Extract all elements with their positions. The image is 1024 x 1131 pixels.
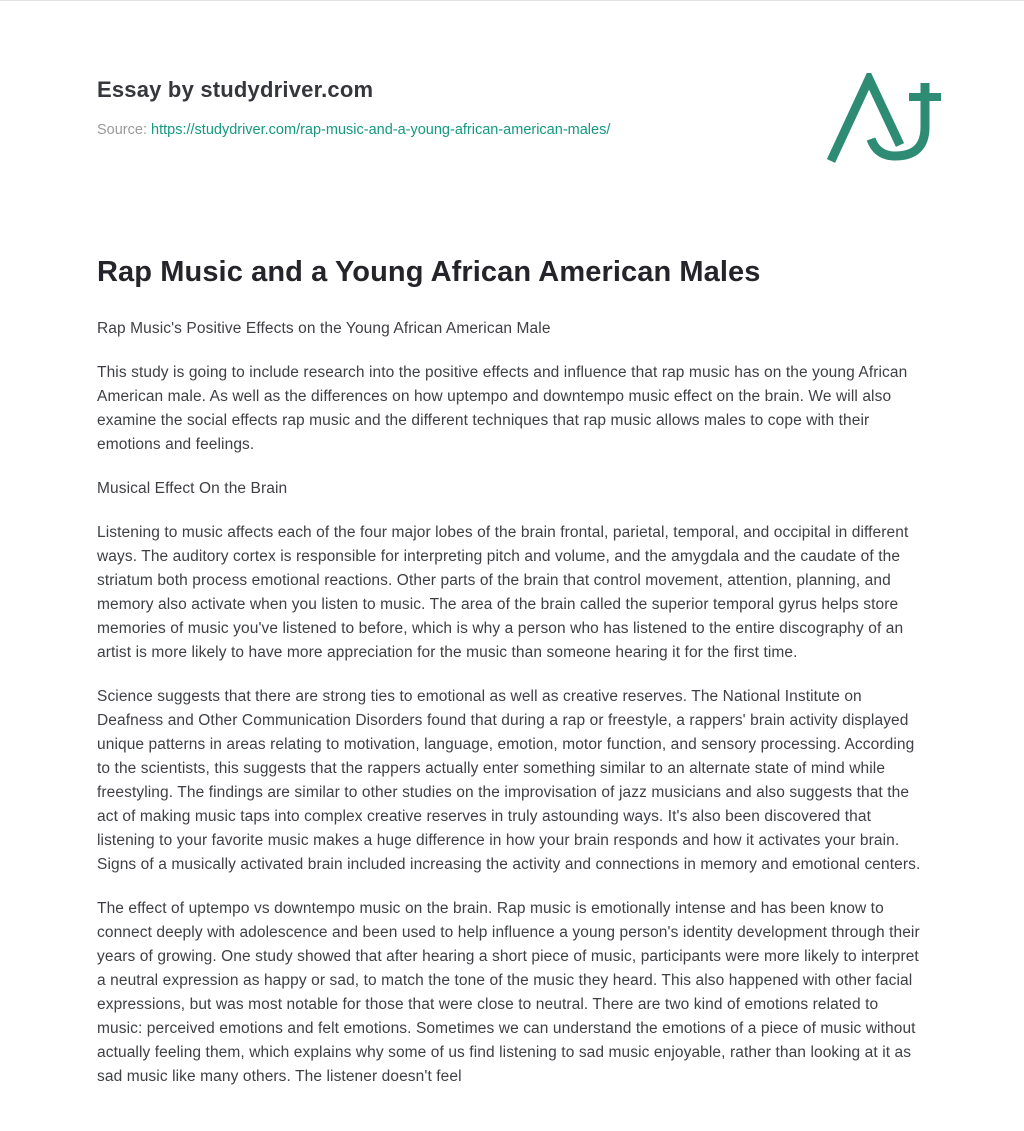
essay-by-heading: Essay by studydriver.com <box>97 77 374 102</box>
document-page <box>0 1 1024 1131</box>
source-line <box>97 122 928 138</box>
paragraph-subtitle: Rap Music's Positive Effects on the Young African American Male <box>97 320 551 337</box>
source-label: Source: <box>97 122 147 138</box>
document-header <box>97 77 928 138</box>
paragraph-brain-lobes: Listening to music affects each of the four major lobes of the brain frontal, parietal, temporal, and occipital in different ways. The auditory cortex is responsible for interpreting pitch and volume, and the amygdala and the caudate of the striatum both process emotional reactions. Other parts of the brain that control movement, attention, planning, and memory also activate when you listen to music. The area of the brain called the superior temporal gyrus helps store memories of music you've listened to before, which is why a person who has listened to the entire discography of an artist is more likely to have more appreciation for the music than someone hearing it for the first time. <box>97 524 909 661</box>
paragraph-intro: This study is going to include research into the positive effects and influence that rap music has on the young African American male. As well as the differences on how uptempo and downtempo music effect on the brain. We will also examine the social effects rap music and the different techniques that rap music allows males to cope with their emotions and feelings. <box>97 364 908 453</box>
article-title: Rap Music and a Young African American Males <box>97 256 761 288</box>
paragraph-tempo: The effect of uptempo vs downtempo music on the brain. Rap music is emotionally intense and has been know to connect deeply with adolescence and been used to help influence a young person's identity development through their years of growing. One study showed that after hearing a short piece of music, participants were more likely to interpret a neutral expression as happy or sad, to match the tone of the music they heard. This also happened with other facial expressions, but was most notable for those that were close to neutral. There are two kind of emotions related to music: perceived emotions and felt emotions. Sometimes we can understand the emotions of a piece of music without actually feeling them, which explains why some of us find listening to sad music enjoyable, rather than looking at it as sad music like many others. The listener doesn't feel <box>97 900 920 1085</box>
studydriver-logo-icon <box>827 73 942 163</box>
article-body <box>97 317 928 1089</box>
paragraph-science: Science suggests that there are strong ties to emotional as well as creative reserves. The National Institute on Deafness and Other Communication Disorders found that during a rap or freestyle, a rappers' brain activity displayed unique patterns in areas relating to motivation, language, emotion, motor function, and sensory processing. According to the scientists, this suggests that the rappers actually enter something similar to an alternate state of mind while freestyling. The findings are similar to other studies on the improvisation of jazz musicians and also suggests that the act of making music taps into complex creative reserves in truly astounding ways. It's also been discovered that listening to your favorite music makes a huge difference in how your brain responds and how it activates your brain. Signs of a musically activated brain included increasing the activity and connections in memory and emotional centers. <box>97 688 921 873</box>
paragraph-section-heading: Musical Effect On the Brain <box>97 480 288 497</box>
source-url-link[interactable]: https://studydriver.com/rap-music-and-a-young-african-american-males/ <box>151 122 611 138</box>
